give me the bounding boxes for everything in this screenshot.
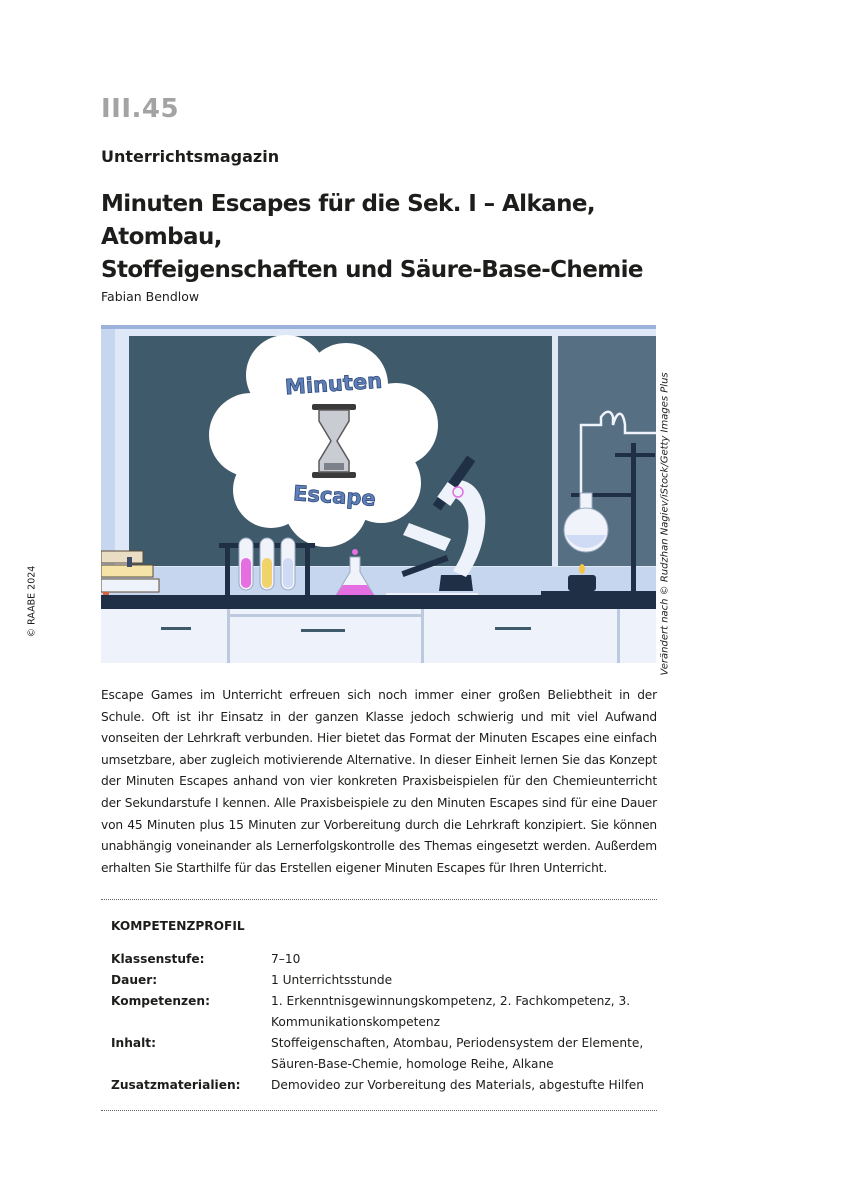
unit-code: III.45 bbox=[101, 94, 180, 124]
profile-value: 7–10 bbox=[271, 952, 301, 966]
hero-illustration bbox=[101, 325, 656, 663]
magazine-label: Unterrichtsmagazin bbox=[101, 147, 280, 166]
profile-value: Demovideo zur Vorbereitung des Materials, abgestufte Hilfen bbox=[271, 1078, 644, 1092]
author-name: Fabian Bendlow bbox=[101, 289, 200, 304]
profile-heading: KOMPETENZPROFIL bbox=[111, 919, 245, 933]
profile-label: Dauer: bbox=[111, 973, 158, 987]
profile-value: 1. Erkenntnisgewinnungskompetenz, 2. Fachkompetenz, 3. Kommunikationskompetenz bbox=[271, 994, 631, 1029]
profile-label: Inhalt: bbox=[111, 1036, 156, 1050]
divider-top bbox=[101, 899, 657, 900]
classroom-illustration bbox=[101, 325, 656, 663]
logo-word-top: Minuten bbox=[284, 368, 383, 400]
profile-value: 1 Unterrichtsstunde bbox=[271, 973, 393, 987]
profile-value: Stoffeigenschaften, Atombau, Periodensystem der Elemente, Säuren-Base-Chemie, homologe Reihe, Alkane bbox=[271, 1036, 644, 1071]
intro-paragraph: Escape Games im Unterricht erfreuen sich noch immer einer großen Beliebtheit in der Schule. Oft ist ihr Einsatz in der ganzen Klasse jedoch schwierig und mit viel Aufwand vonseiten der Lehrkraft verbunden. Hier bietet das Format der Minuten Escapes eine einfach umsetzbare, aber zugleich motivierende Alternative. In dieser Einheit lernen Sie das Konzept der Minuten Escapes anhand von vier konkreten Praxisbeispielen für den Chemieunterricht der Sekundarstufe I kennen. Alle Praxisbeispiele zu den Minuten Escapes sind für eine Dauer von 45 Minuten plus 15 Minuten zur Vorbereitung durch die Lehrkraft konzipiert. Sie können unabhängig voneinander als Lernerfolgskontrolle des Themas eingesetzt werden. Außerdem erhalten Sie Starthilfe für das Erstellen eigener Minuten Escapes für Ihren Unterricht. bbox=[101, 688, 657, 875]
title-line-2: Stoffeigenschaften und Säure-Base-Chemie bbox=[101, 257, 643, 283]
logo-word-bottom: Escape bbox=[292, 481, 377, 511]
copyright-note: © RAABE 2024 bbox=[26, 565, 38, 638]
divider-bottom bbox=[101, 1110, 657, 1111]
profile-label: Klassenstufe: bbox=[111, 952, 205, 966]
profile-label: Zusatzmaterialien: bbox=[111, 1078, 241, 1092]
desk-top bbox=[101, 595, 656, 609]
page-title bbox=[101, 188, 701, 287]
image-credit: Verändert nach © Rudzhan Nagiev/iStock/Getty Images Plus bbox=[659, 372, 671, 676]
title-line-1: Minuten Escapes für die Sek. I – Alkane, Atombau, bbox=[101, 191, 595, 250]
profile-label: Kompetenzen: bbox=[111, 994, 210, 1008]
